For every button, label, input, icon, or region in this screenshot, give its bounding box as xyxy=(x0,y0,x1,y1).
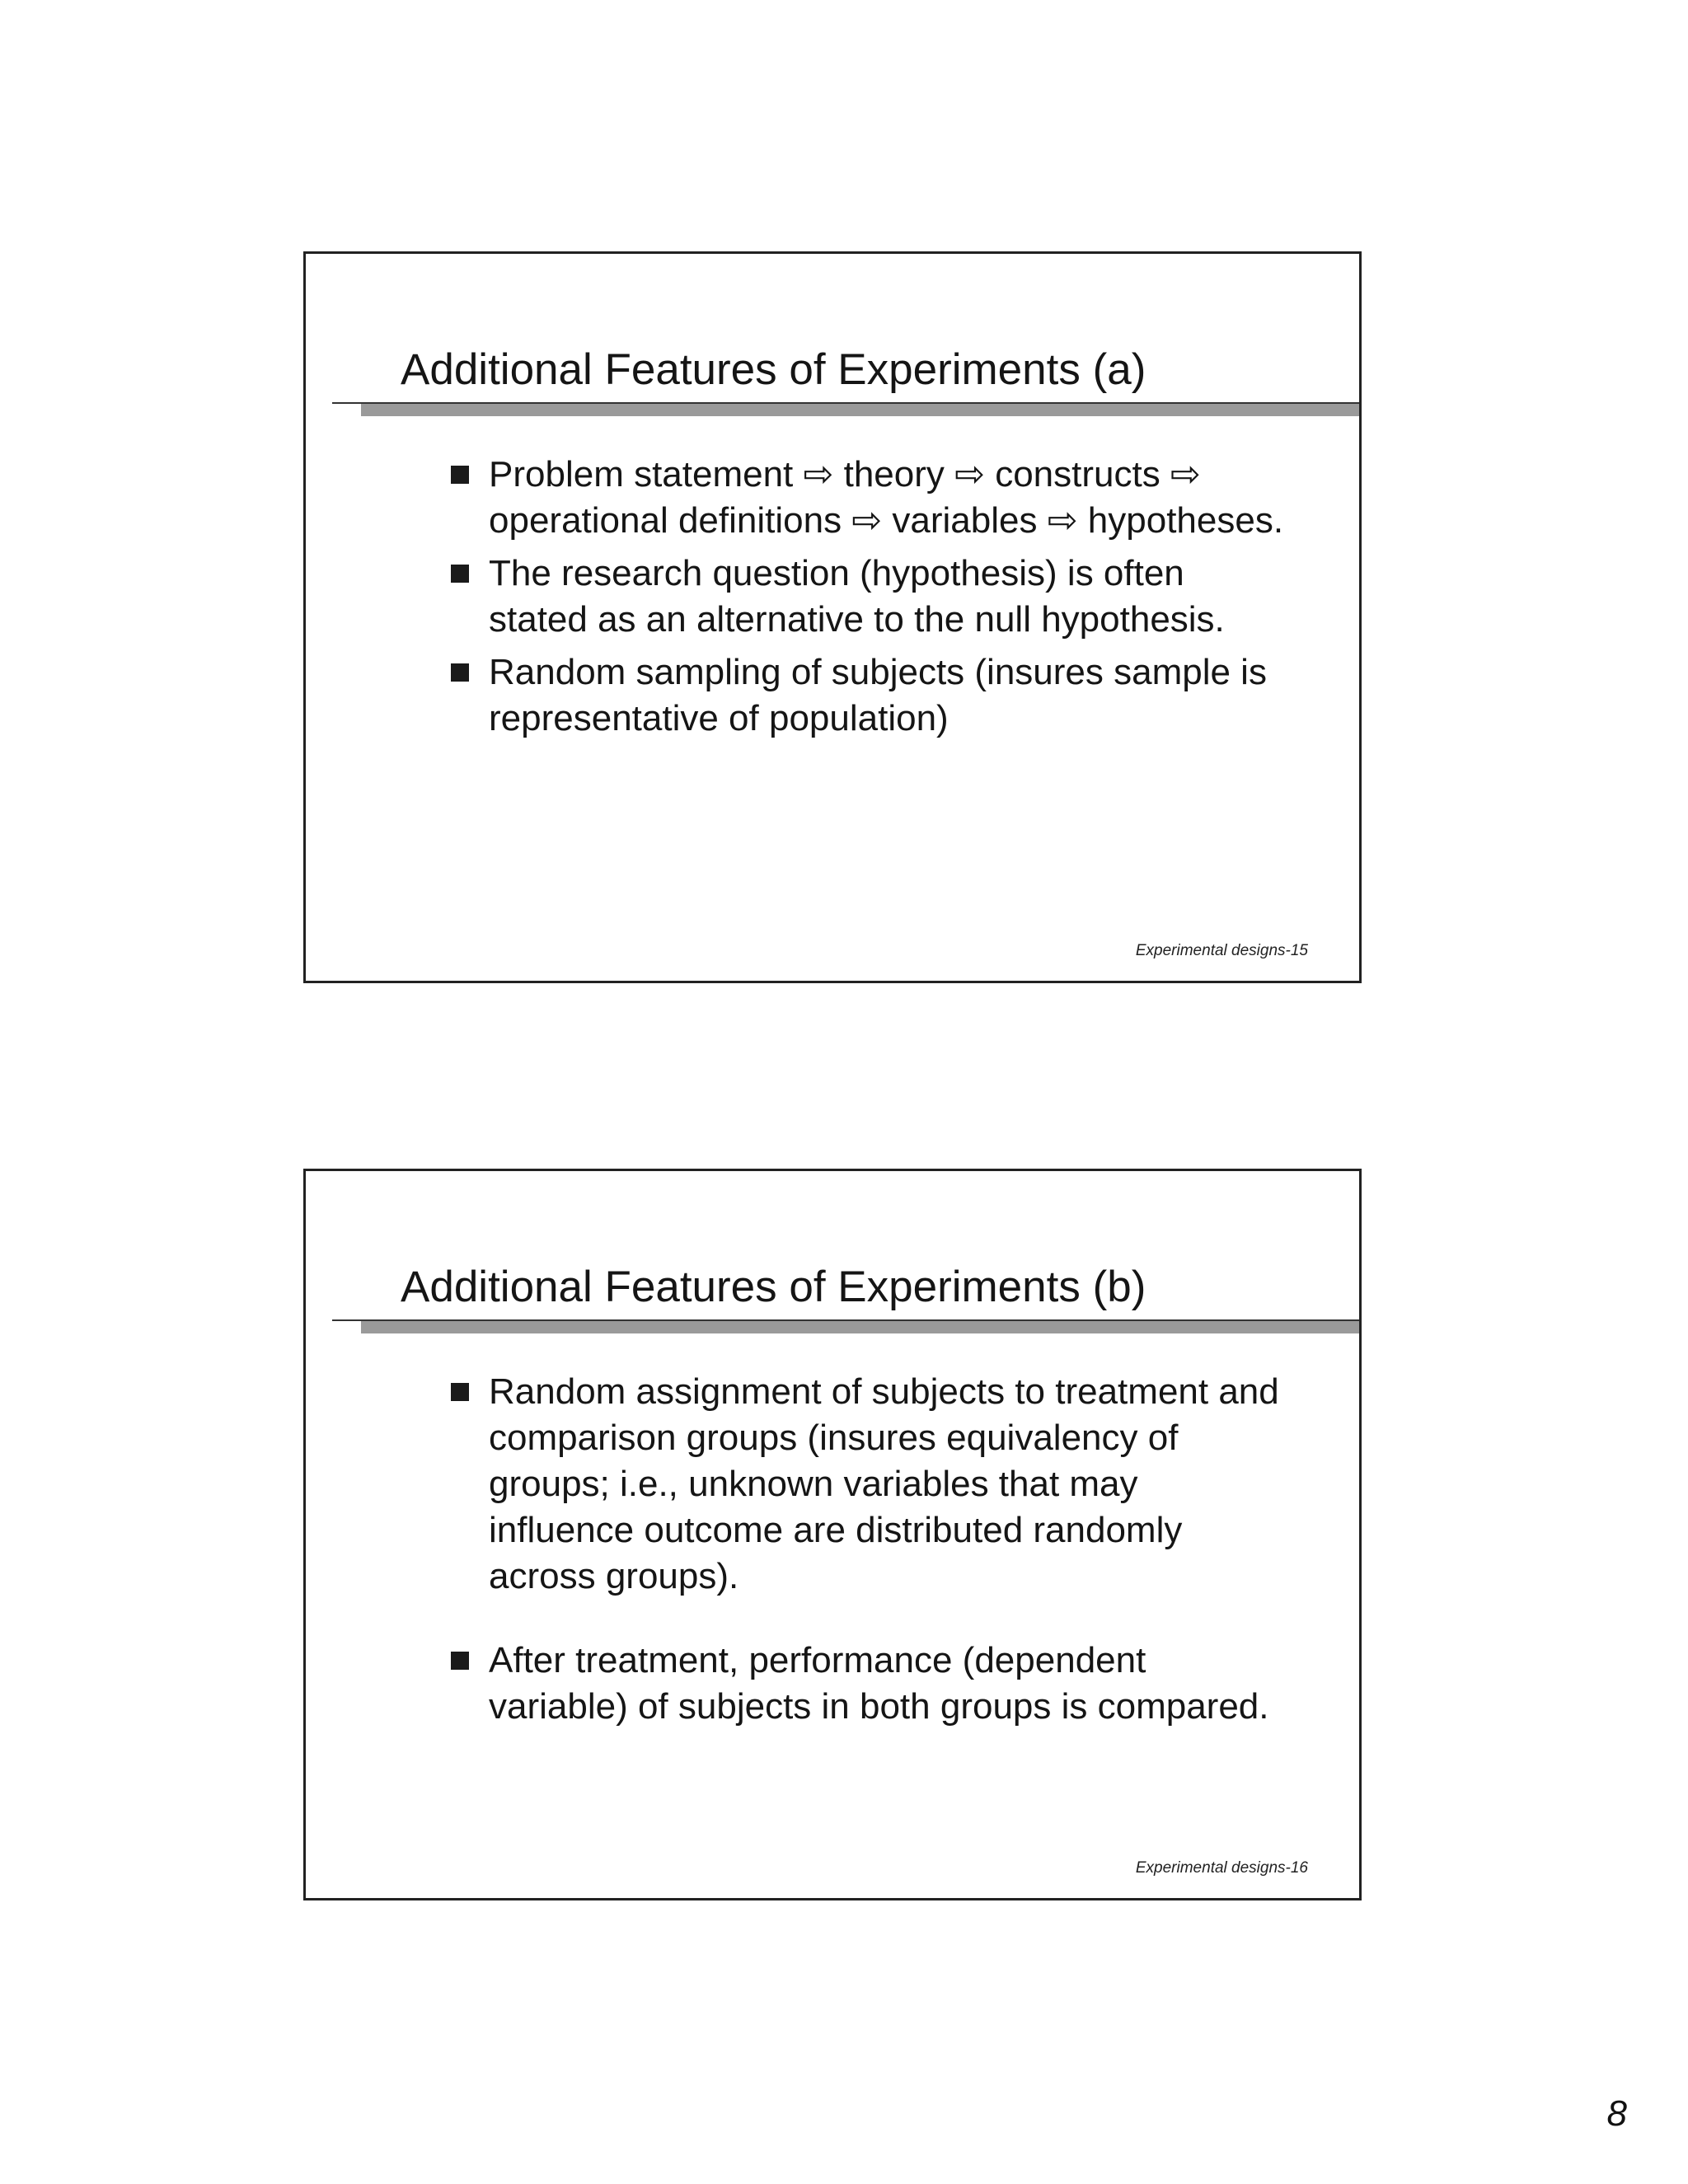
title-rule-bar xyxy=(361,1321,1359,1333)
bullet-text: Random assignment of subjects to treatment and comparison groups (insures equivalency of groups; i.e., unknown variables that may influence outcome are distributed randomly across groups). xyxy=(489,1371,1279,1596)
bullet-item xyxy=(446,452,1287,544)
square-bullet-icon xyxy=(451,466,469,484)
slide-footer: Experimental designs-16 xyxy=(1135,1859,1308,1877)
square-bullet-icon xyxy=(451,663,469,682)
bullet-item xyxy=(446,1369,1287,1600)
square-bullet-icon xyxy=(451,1652,469,1670)
slide-title: Additional Features of Experiments (a) xyxy=(401,345,1146,394)
bullet-list xyxy=(446,1369,1287,1736)
bullet-item xyxy=(446,649,1287,742)
bullet-text: The research question (hypothesis) is often stated as an alternative to the null hypothesis. xyxy=(489,553,1225,640)
bullet-text: Random sampling of subjects (insures sample is representative of population) xyxy=(489,652,1267,738)
bullet-item xyxy=(446,551,1287,643)
page-number: 8 xyxy=(1606,2093,1627,2134)
bullet-item xyxy=(446,1638,1287,1730)
square-bullet-icon xyxy=(451,565,469,583)
slide-16 xyxy=(303,1169,1362,1900)
bullet-list xyxy=(446,452,1287,748)
square-bullet-icon xyxy=(451,1383,469,1401)
bullet-text: Problem statement ⇨ theory ⇨ constructs ⇨ operational definitions ⇨ variables ⇨ hypotheses. xyxy=(489,454,1284,541)
slide-15 xyxy=(303,251,1362,983)
slide-footer: Experimental designs-15 xyxy=(1135,942,1308,959)
slide-title: Additional Features of Experiments (b) xyxy=(401,1263,1146,1311)
title-rule-bar xyxy=(361,404,1359,416)
bullet-text: After treatment, performance (dependent variable) of subjects in both groups is compared. xyxy=(489,1640,1269,1727)
